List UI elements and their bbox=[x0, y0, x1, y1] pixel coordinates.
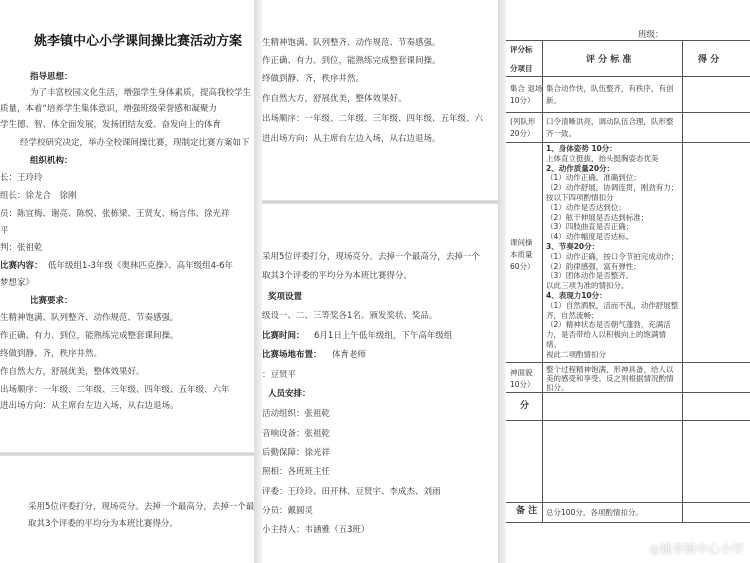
header-item: 评分标 bbox=[510, 45, 533, 54]
requirement-line: 进出场方向：从主席台左边入场，从右边退场。 bbox=[0, 401, 179, 411]
row-criteria-line: （3）四肢曲直是否正确； bbox=[546, 222, 634, 232]
row-criteria-line: 视此二项酌情扣分 bbox=[546, 349, 606, 359]
row-label: 10分） bbox=[510, 380, 535, 389]
scoring-line: 取其3个评委的平均分为本班比赛得分。 bbox=[28, 519, 178, 529]
page-fold bbox=[0, 452, 254, 456]
content-line: 梦想家》 bbox=[0, 278, 35, 288]
requirement-line: 作正确、有力、到位，能熟练完成整套课间操。 bbox=[0, 331, 179, 341]
requirement-line: 进出场方向：从主席台左边入场，从右边退场。 bbox=[262, 134, 441, 144]
time-label: 比赛时间： bbox=[262, 331, 305, 341]
document-page-3 bbox=[506, 0, 750, 563]
header-criteria: 评 分 标 准 bbox=[586, 55, 632, 65]
row-criteria-line: （4）动作幅度是否达标。 bbox=[546, 232, 634, 242]
row-label: (列队形 bbox=[510, 117, 536, 126]
document-title: 姚李镇中心小学课间操比赛活动方案 bbox=[34, 34, 243, 49]
row-criteria-line: （3）团体动作是否整齐。 bbox=[546, 271, 634, 281]
row-criteria-line: （1）动作正确、准确到位； bbox=[546, 173, 641, 183]
staff-line: 照相：各班班主任 bbox=[262, 467, 331, 477]
row-criteria: 扣分。 bbox=[546, 383, 569, 392]
staff-heading: 人员安排： bbox=[268, 389, 311, 399]
award-heading: 奖项设置 bbox=[268, 292, 303, 302]
row-criteria-line: 2、动作质量20分： bbox=[546, 163, 615, 173]
row-label: 课间操 bbox=[510, 238, 533, 247]
org-line: 长：王玲玲 bbox=[0, 173, 43, 183]
scoring-line: 采用5位评委打分，现场亮分。去掉一个最高分，去掉一个 bbox=[262, 252, 480, 262]
requirement-line: 出场顺序：一年级、二年级、三年级、四年级、五年级、六 bbox=[262, 114, 484, 124]
header-item-label: 分项目 bbox=[510, 64, 533, 73]
org-line: 员：陈宜梅、谢亮、陈悦、张栋梁、王贤友、杨言伟、徐光祥 bbox=[0, 209, 230, 219]
class-label: 班级： bbox=[638, 30, 664, 40]
page-gap bbox=[254, 0, 262, 563]
row-criteria-line: （2）精神状态是否朝气蓬勃，充满活 bbox=[546, 320, 671, 330]
requirement-line: 作自然大方，舒展优美，整体效果好。 bbox=[0, 367, 145, 377]
row-criteria-line: （2）动作舒展，协调连贯，刚劲有力； bbox=[546, 183, 679, 193]
row-criteria: 集合动作快，队伍整齐，有秩序，有创 bbox=[546, 84, 674, 93]
row-criteria-line: （1）自然洒脱，活而不乱，动作舒展整 bbox=[546, 300, 679, 310]
row-criteria-line: 1、身体姿势 10分： bbox=[546, 144, 617, 153]
watermark: ◎姚李镇中心小学 bbox=[649, 542, 744, 556]
staff-line: 小主持人：韦涵雅（五3班） bbox=[262, 525, 370, 535]
requirement-line: 终做到静、齐，秩序井然。 bbox=[0, 349, 103, 359]
row-label: 本质量 bbox=[510, 250, 533, 259]
row-label: 60分） bbox=[510, 262, 535, 271]
venue-value: 体育老师 bbox=[332, 350, 367, 360]
row-criteria-line: 3、节奏20分： bbox=[546, 242, 600, 251]
content-line: 低年级组1-3年级《奥林匹克操》、高年级组4-6年 bbox=[48, 261, 234, 271]
guiding-heading: 指导思想： bbox=[30, 72, 73, 82]
row-criteria-line: 按以下四项酌情扣分 bbox=[546, 193, 614, 202]
page-gap bbox=[498, 0, 506, 563]
org-heading: 组织机构： bbox=[30, 156, 73, 166]
row-criteria: 口令清晰洪亮，调动队伍合理，队形整 bbox=[546, 117, 674, 126]
scoring-line: 采用5位评委打分，现场亮分。去掉一个最高分，去掉一个最 bbox=[28, 502, 254, 512]
row-criteria-line: 力，是否带给人以积极向上的饱满情 bbox=[546, 330, 666, 340]
staff-line: 分员：戴圆灵 bbox=[262, 506, 314, 516]
row-criteria-line: 4、表现力10分： bbox=[546, 291, 607, 300]
content-heading: 比赛内容： bbox=[0, 261, 43, 271]
time-value: 6月1日上午低年级组，下午高年级组 bbox=[314, 331, 453, 341]
page-fold bbox=[262, 200, 498, 204]
row-criteria-line: 上体直立挺拔，抬头挺胸姿态优美 bbox=[546, 153, 659, 163]
note-label: 备 注 bbox=[516, 506, 538, 516]
staff-line: 后勤保障：徐光祥 bbox=[262, 448, 331, 458]
requirements-heading: 比赛要求： bbox=[30, 296, 73, 306]
row-label: 神面貌 bbox=[510, 368, 533, 377]
guiding-line: 学生德、智、体全面发展，发扬团结友爱、奋发向上的体育 bbox=[0, 120, 222, 130]
document-page-1 bbox=[0, 0, 254, 563]
requirement-line: 终做到静、齐，秩序井然。 bbox=[262, 74, 365, 84]
row-criteria-line: 绪。 bbox=[546, 340, 561, 349]
row-label: 10分） bbox=[510, 96, 535, 105]
row-label: 20分） bbox=[510, 129, 535, 138]
guiding-line: 质量，本着“培养学生集体意识，增强班级荣誉感和凝聚力 bbox=[0, 104, 217, 114]
row-label: 集合 退场 bbox=[510, 84, 543, 93]
requirement-line: 出场顺序：一年级、二年级、三年级、四年级、五年级、六年 bbox=[0, 385, 230, 395]
row-criteria: 整个过程精神饱满，形神具备，给人以 bbox=[546, 365, 674, 374]
org-line: 平 bbox=[0, 226, 9, 236]
venue-line: ：豆贤平 bbox=[262, 370, 297, 380]
requirement-line: 生精神饱满、队列整齐、动作规范、节奏感强。 bbox=[262, 38, 441, 48]
row-criteria-line: （2）韵律感强，富有弹性； bbox=[546, 261, 641, 271]
row-criteria: 新。 bbox=[546, 96, 561, 105]
requirement-line: 作自然大方，舒展优美，整体效果好。 bbox=[262, 94, 407, 104]
scoring-line: 取其3个评委的平均分为本班比赛得分。 bbox=[262, 271, 412, 281]
requirement-line: 生精神饱满、队列整齐、动作规范、节奏感强。 bbox=[0, 313, 179, 323]
org-line: 判：张祖乾 bbox=[0, 243, 43, 253]
row-criteria: 齐一致。 bbox=[546, 129, 576, 138]
document-page-2 bbox=[262, 0, 498, 563]
note-text: 总分100分，各项酌情扣分。 bbox=[546, 508, 643, 517]
org-line: 组长：徐龙合 徐刚 bbox=[0, 191, 77, 201]
requirement-line: 作正确、有力、到位，能熟练完成整套课间操。 bbox=[262, 56, 441, 66]
row-criteria-line: 齐，自然流畅； bbox=[546, 310, 599, 320]
header-score: 得 分 bbox=[698, 55, 720, 65]
guiding-line: 为了丰富校园文化生活，增强学生身体素质，提高我校学生 bbox=[30, 88, 252, 98]
staff-line: 音响设备：张祖乾 bbox=[262, 429, 331, 439]
staff-line: 活动组织：张祖乾 bbox=[262, 409, 331, 419]
row-criteria-line: 以此三项为准的情扣分。 bbox=[546, 281, 629, 291]
row-criteria: 美的感受和享受。反之则根据情况酌情 bbox=[546, 374, 674, 383]
row-criteria-line: （1）动作是否达到位； bbox=[546, 202, 626, 212]
guiding-line: 经学校研究决定，举办全校课间操比赛，现制定比赛方案如下 bbox=[20, 138, 250, 148]
staff-line: 评委：王玲玲、田开林、豆贤宇、李成杰、刘雨 bbox=[262, 487, 441, 497]
row-criteria-line: （1）动作正确，按口令节拍完成动作； bbox=[546, 251, 679, 261]
row-criteria-line: （2）舷干伸展是否达到标准； bbox=[546, 212, 649, 222]
total-label: 分 bbox=[520, 401, 530, 411]
award-line: 级设一、二、三等奖各1名。颁发奖状、奖品。 bbox=[262, 311, 438, 321]
venue-label: 比赛场地布置： bbox=[262, 350, 322, 360]
